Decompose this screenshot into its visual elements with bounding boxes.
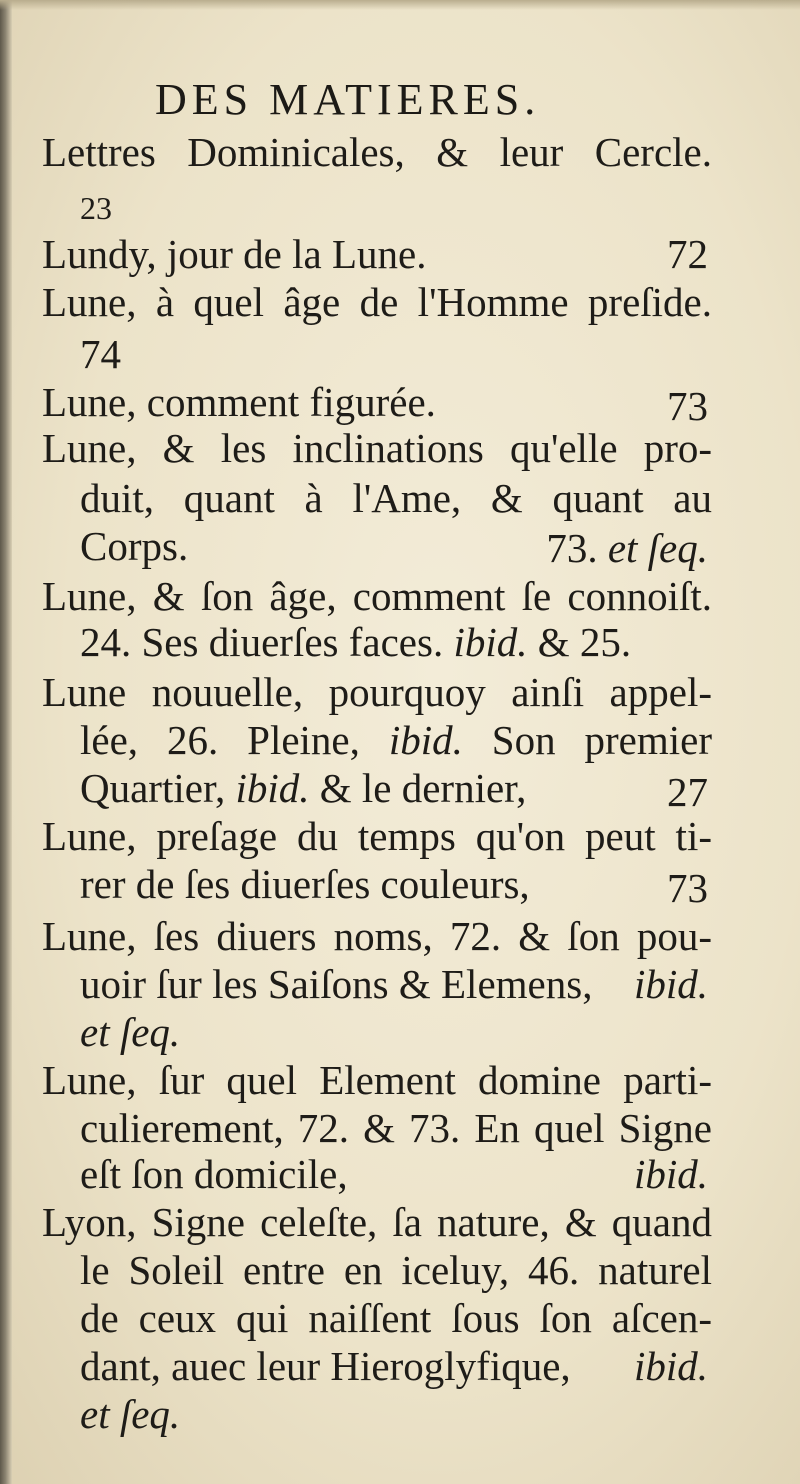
index-line: Corps. — [80, 523, 189, 569]
et-seq: et ſeq. — [80, 1009, 181, 1055]
running-head: DES MATIERES. — [155, 75, 541, 124]
index-line: eſt ſon domicile, — [80, 1151, 348, 1197]
index-line: uoir ſur les Saiſons & Elemens, — [80, 961, 593, 1007]
index-line: Lune, à quel âge de l'Homme preſide. — [42, 279, 712, 325]
index-line: Lune, & les inclinations qu'elle pro- — [42, 425, 712, 471]
index-line — [80, 614, 712, 670]
et-seq: et ſeq. — [607, 525, 708, 571]
index-text: & le dernier, — [319, 765, 527, 811]
ibid: ibid. — [633, 1343, 708, 1389]
index-line: Lune nouuelle, pourquoy ainſi appel- — [42, 669, 712, 715]
index-line: Lettres Dominicales, & leur Cercle. — [42, 129, 712, 175]
ibid: ibid. — [453, 619, 528, 665]
index-page-ref: 72 — [667, 231, 708, 277]
ibid: ibid. — [235, 765, 310, 811]
index-text: Son premier — [491, 717, 713, 763]
index-line: Lune, comment figurée. — [42, 379, 436, 425]
ibid: ibid. — [633, 961, 708, 1007]
index-line: rer de ſes diuerſes couleurs, — [80, 861, 530, 907]
index-page-ref: 74 — [80, 331, 121, 377]
index-line: dant, auec leur Hieroglyfique, — [80, 1343, 571, 1389]
index-line: culierement, 72. & 73. En quel Signe — [80, 1105, 712, 1151]
index-text: 24. Ses diuerſes faces. — [80, 619, 444, 665]
index-page-ref: 73 — [667, 865, 708, 911]
index-line: Lune, preſage du temps qu'on peut ti- — [42, 813, 712, 859]
index-line: le Soleil entre en iceluy, 46. naturel — [80, 1247, 712, 1293]
index-line: Lune, ſur quel Element domine parti- — [42, 1057, 712, 1103]
page-number: 73. — [546, 525, 598, 571]
index-text: lée, 26. Pleine, — [80, 717, 360, 763]
index-text: & 25. — [537, 619, 632, 665]
ibid: ibid. — [633, 1151, 708, 1197]
et-seq: et ſeq. — [80, 1391, 181, 1437]
index-line: Lyon, Signe celeſte, ſa nature, & quand — [42, 1199, 712, 1245]
index-line: Lundy, jour de la Lune. — [42, 231, 427, 277]
index-line: de ceux qui naiſſent ſous ſon aſcen- — [80, 1295, 712, 1341]
index-text: Quartier, — [80, 765, 226, 811]
index-line: Lune, ſes diuers noms, 72. & ſon pou- — [42, 913, 712, 959]
index-page-ref: 27 — [667, 769, 708, 815]
index-page-ref: 23 — [80, 190, 112, 226]
index-line: duit, quant à l'Ame, & quant au — [80, 475, 712, 521]
index-page-ref: 73 — [667, 383, 708, 429]
index-line: Lune, & ſon âge, comment ſe connoiſt. — [42, 573, 712, 619]
ibid: ibid. — [388, 717, 463, 763]
